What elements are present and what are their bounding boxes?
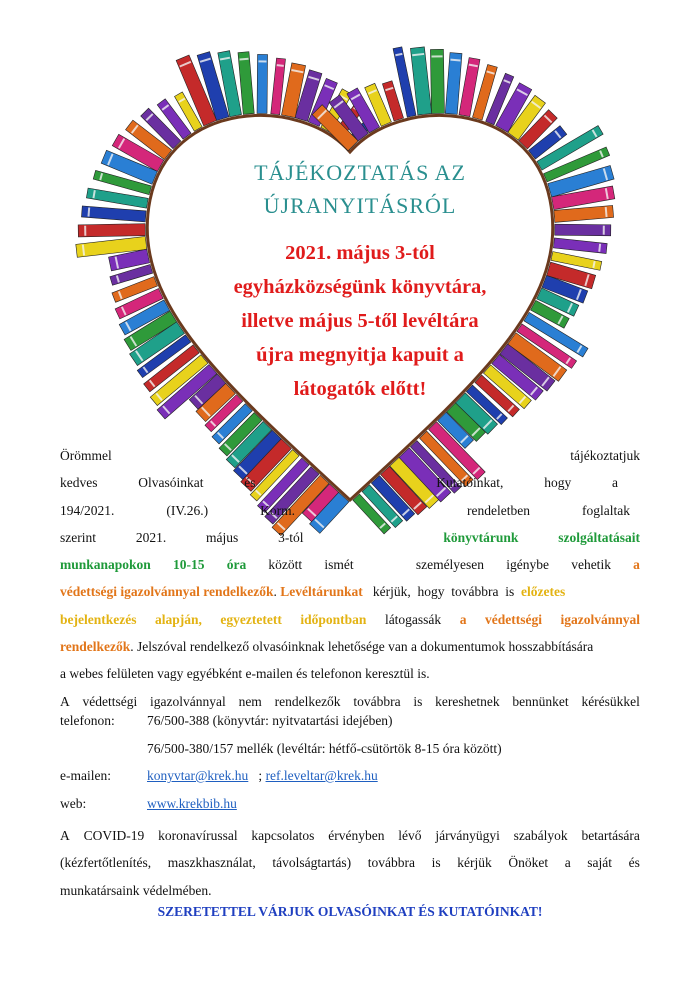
book-spine-band [432, 55, 443, 57]
announcement-line: illetve május 5-től levéltára [241, 310, 479, 332]
body-line-3: 194/2021. (IV.26.) Korm. rendeletben foglaltak [60, 502, 630, 518]
body-line-7: bejelentkezés alapján, egyeztetett időpontban látogassák a védettségi igazolvánnyal [60, 611, 640, 627]
book-spine [555, 224, 611, 236]
email-archive-link[interactable]: ref.leveltar@krek.hu [265, 768, 378, 783]
covid-text [60, 822, 640, 904]
announcement-line: látogatók előtt! [293, 378, 427, 400]
announcement-line: 2021. május 3-tól [285, 242, 435, 264]
title-line-2: ÚJRANYITÁSRÓL [263, 193, 457, 218]
website-link[interactable]: www.krekbib.hu [147, 796, 237, 811]
body-line-4: szerint 2021. május 3-tól könyvtárunk szolgáltatásait [60, 529, 640, 545]
covid-line-2: (kézfertőtlenítés, maszkhasználat, távolságtartás) továbbra is kérjük Önöket a saját és [60, 855, 640, 871]
web-links [147, 796, 237, 812]
body-text [60, 442, 640, 715]
body-line-5: munkanapokon 10-15 óra között ismét személyesen igénybe vehetik a [60, 557, 640, 573]
phone-label: telefonon: [60, 713, 115, 728]
book-spine [445, 53, 462, 115]
announcement-line: újra megnyitja kapuit a [256, 344, 464, 366]
web-label: web: [60, 796, 87, 811]
phone-archive: 76/500-380/157 mellék (levéltár: hétfő-csütörtök 8-15 óra között) [147, 741, 502, 756]
email-library-link[interactable]: konyvtar@krek.hu [147, 768, 249, 783]
announcement-line: egyházközségünk könyvtára, [233, 276, 487, 298]
title-line-1: TÁJÉKOZTATÁS AZ [254, 160, 466, 185]
book-spine-band [603, 226, 605, 235]
body-line-2: kedves Olvasóinkat és Kutatóinkat, hogy a [60, 475, 618, 491]
email-links: konyvtar@krek.hu ; ref.leveltar@krek.hu [147, 768, 378, 783]
covid-line-3: munkatársaink védelmében. [60, 882, 212, 898]
phone-library: 76/500-388 (könyvtár: nyitvatartási idejében) [147, 713, 393, 728]
book-spine-band [84, 226, 86, 236]
email-label: e-mailen: [60, 768, 111, 783]
body-line-6: védettségi igazolvánnyal rendelkezők. Levéltárunkat kérjük, hogy továbbra is előzetes [60, 584, 566, 600]
body-line-9: a webes felületen vagy egyébként e-mailen és telefonon keresztül is. [60, 666, 430, 682]
body-line-1: Örömmel tájékoztatjuk [60, 448, 640, 463]
book-spine [430, 49, 444, 113]
book-spine [78, 224, 145, 237]
covid-line-1: A COVID-19 koronavírussal kapcsolatos érvényben lévő járványügyi szabályok betartására [60, 828, 640, 843]
book-spine [238, 52, 254, 115]
closing-line: SZERETETTEL VÁRJUK OLVASÓINKAT ÉS KUTATÓINKAT! [157, 904, 543, 919]
book-spine-band [258, 60, 266, 62]
body-line-10: A védettségi igazolvánnyal nem rendelkezők továbbra is kereshetnek bennünket kérésükkel [60, 693, 640, 709]
book-spine [81, 206, 146, 222]
book-spine [257, 54, 268, 113]
body-line-8: rendelkezők. Jelszóval rendelkező olvasóinknak lehetősége van a dokumentumok hosszabbítására [60, 639, 594, 655]
